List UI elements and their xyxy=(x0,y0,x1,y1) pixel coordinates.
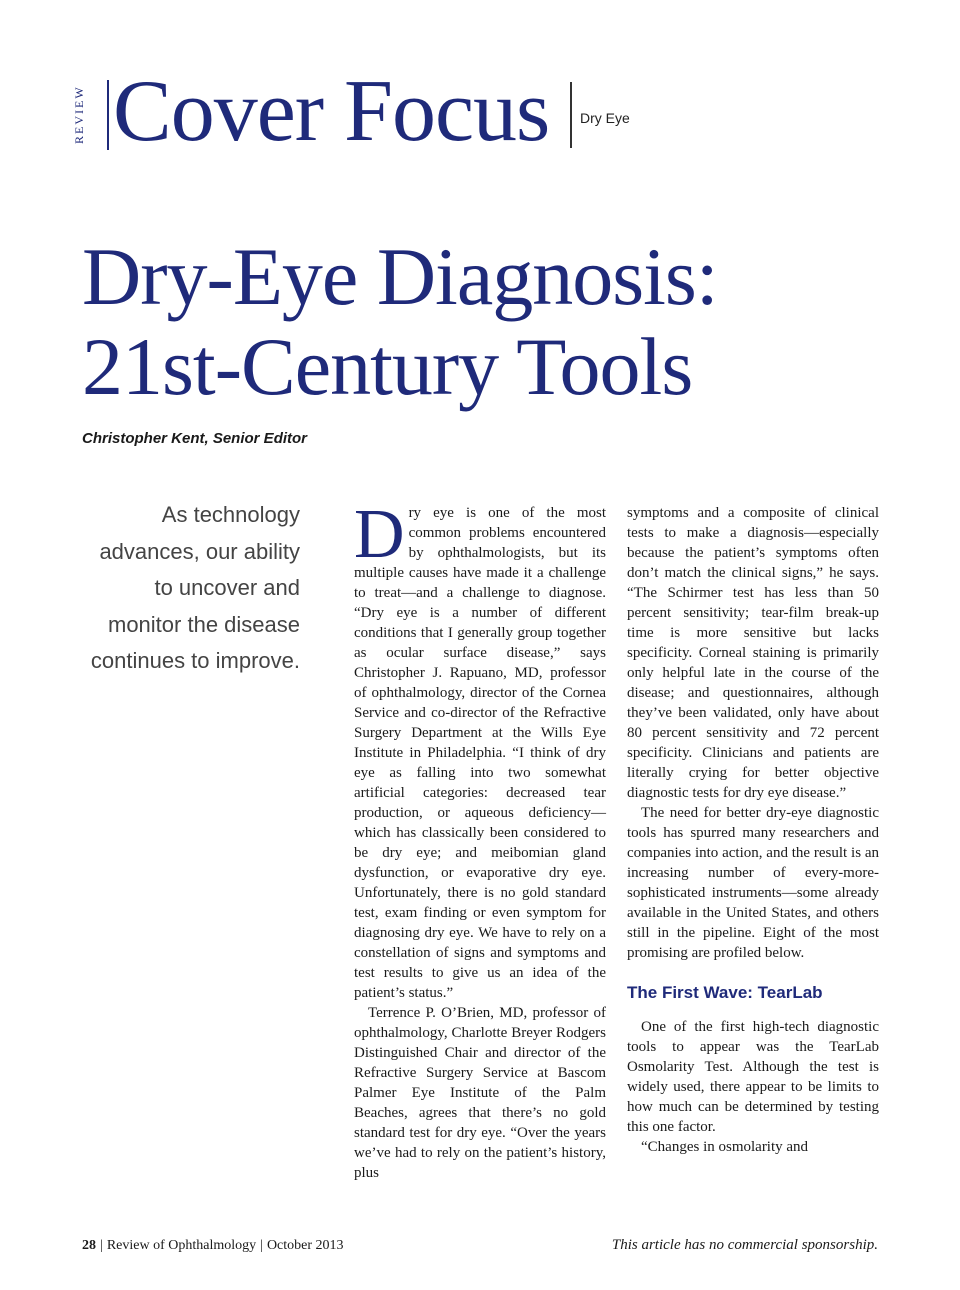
body-paragraph: Terrence P. O’Brien, MD, professor of ophthalmology, Charlotte Breyer Rodgers Distinguished Chair and director of the Refractive Surgery Service at Bascom Palmer Eye Institute of the Palm Beaches, agrees that there’s no gold standard test for dry eye. “Over the years we’ve had to rely on the patient’s history, plus xyxy=(354,1005,606,1181)
paragraph-text: ry eye is one of the most common problems encountered by ophthalmologists, but its multiple causes have made it a challenge to treat—and a challenge to diagnose. “Dry eye is a number of different conditions that I generally group together as ocular surface disease,” says Christopher J. Rapuano, MD, professor of ophthalmology, director of the Cornea Service and co-director of the Refractive Surgery Department at the Wills Eye Institute in Philadelphia. “I think of dry eye as falling into two somewhat artificial categories: decreased tear production, or aqueous deficiency—which has classically been considered to be dry eye; and meibomian gland dysfunction, or evaporative dry eye. Unfortunately, there is no gold standard test, exam finding or even symptom for diagnosing dry eye. We have to rely on a constellation of signs and symptoms and test results to give us an idea of the patient’s status.” xyxy=(354,505,606,1001)
body-paragraph xyxy=(354,496,606,1003)
body-column-1 xyxy=(354,496,606,1183)
footer-separator: | xyxy=(100,1238,103,1253)
body-paragraph: symptoms and a composite of clinical tests to make a diagnosis—especially because the patient’s symptoms often don’t match the clinical signs,” he says. “The Schirmer test has less than 50 percent sensitivity; tear-film break-up time is more sensitive but lacks specificity. Corneal staining is primarily only helpful late in the course of the disease; and questionnaires, although they’ve been validated, only have about 80 percent sensitivity and 72 percent specificity. Clinicians and patients are literally crying for better objective diagnostic tests for dry eye disease.” xyxy=(627,505,879,801)
page-footer xyxy=(82,1238,344,1254)
footer-separator: | xyxy=(260,1238,263,1253)
header-divider-right xyxy=(570,82,572,148)
section-title: Cover Focus xyxy=(113,63,550,160)
issue-date: October 2013 xyxy=(266,1238,344,1253)
section-subtitle: Dry Eye xyxy=(580,110,630,126)
headline-line-2: 21st-Century Tools xyxy=(82,321,693,412)
headline-line-1: Dry-Eye Diagnosis: xyxy=(82,231,718,322)
drop-cap: D xyxy=(354,496,405,573)
body-paragraph: One of the first high-tech diagnostic tools to appear was the TearLab Osmolarity Test. Although the test is widely used, there appear to be limits to how much can be determined by testing this one factor. xyxy=(627,1019,879,1135)
publication-name: Review of Ophthalmology xyxy=(106,1238,257,1253)
header-divider-left xyxy=(107,80,109,150)
sponsorship-disclaimer: This article has no commercial sponsorship. xyxy=(611,1237,878,1253)
article-byline: Christopher Kent, Senior Editor xyxy=(82,430,308,447)
article-headline xyxy=(82,232,922,412)
body-column-2 xyxy=(627,503,879,1157)
body-paragraph: “Changes in osmolarity and xyxy=(641,1139,809,1155)
page-number: 28 xyxy=(82,1238,96,1253)
pull-quote: As technology advances, our ability to uncover and monitor the disease continues to improve. xyxy=(90,502,300,673)
body-paragraph: The need for better dry-eye diagnostic tools has spurred many researchers and companies into action, and the result is an increasing number of every-more-sophisticated instruments—some already available in the United States, and others still in the pipeline. Eight of the most promising are profiled below. xyxy=(627,805,879,961)
section-subhead: The First Wave: TearLab xyxy=(627,983,823,1002)
section-vertical-label: REVIEW xyxy=(72,85,86,145)
